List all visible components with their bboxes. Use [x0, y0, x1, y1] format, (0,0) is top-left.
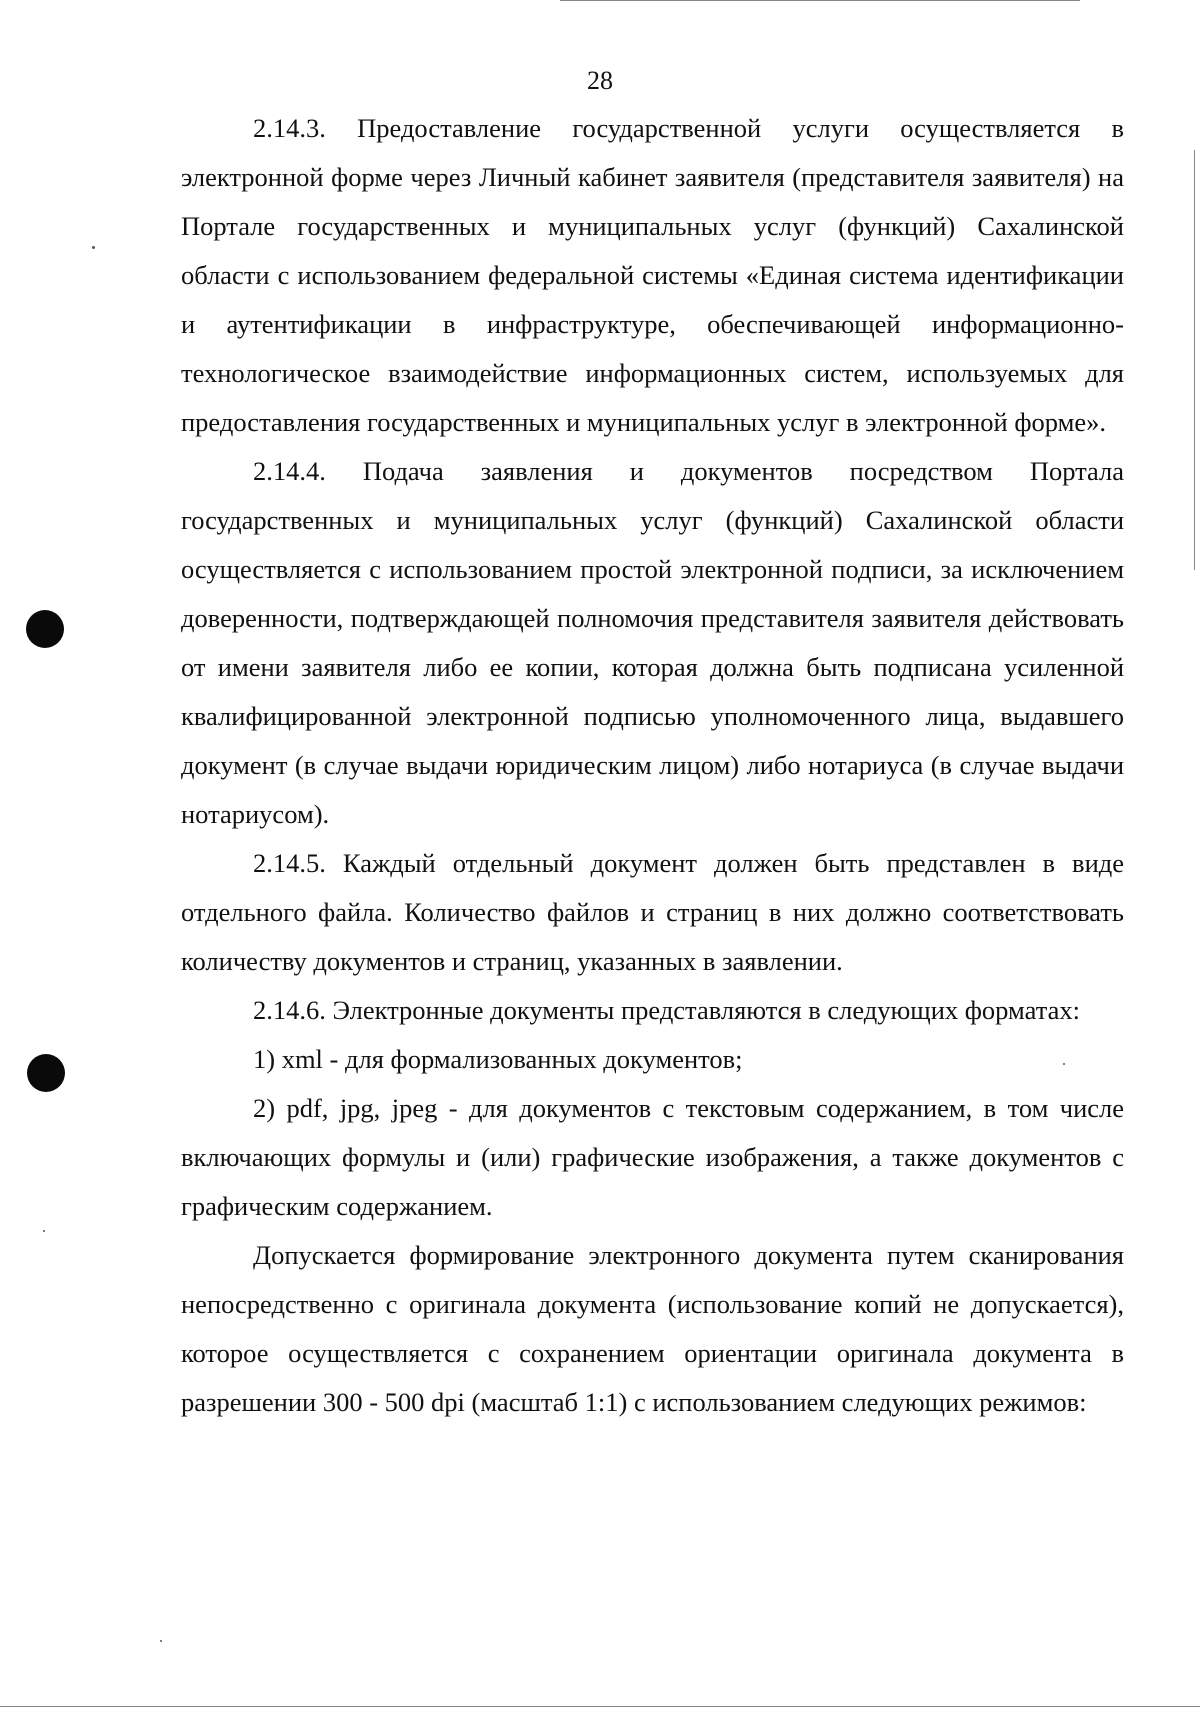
paragraph-2-14-4: 2.14.4. Подача заявления и документов посредством Портала государственных и муниципальных услуг (функций) Сахалинской области осуществляется с использованием простой электронной подписи, за исключением доверенности, подтверждающей полномочия представителя заявителя действовать от имени заявителя либо ее копии, которая должна быть подписана усиленной квалифицированной электронной подписью уполномоченного лица, выдавшего документ (в случае выдачи юридическим лицом) либо нотариуса (в случае выдачи нотариусом). [181, 456, 1124, 829]
scan-speck [43, 1230, 45, 1232]
paragraph-2-14-6: 2.14.6. Электронные документы представляются в следующих форматах: [253, 995, 1080, 1025]
list-item-pdf-jpg: 2) pdf, jpg, jpeg - для документов с текстовым содержанием, в том числе включающих формулы и (или) графические изображения, а также документов с графическим содержанием. [181, 1093, 1124, 1221]
list-item-xml: 1) xml - для формализованных документов; [253, 1044, 743, 1074]
paragraph-2-14-3: 2.14.3. Предоставление государственной услуги осуществляется в электронной форме через Личный кабинет заявителя (представителя заявителя) на Портале государственных и муниципальных услуг (функций) Сахалинской области с использованием федеральной системы «Единая система идентификации и аутентификации в инфраструктуре, обеспечивающей информационно-технологическое взаимодействие информационных систем, используемых для предоставления государственных и муниципальных услуг в электронной форме». [181, 113, 1124, 437]
paragraph-2-14-5: 2.14.5. Каждый отдельный документ должен быть представлен в виде отдельного файла. Количество файлов и страниц в них должно соответствовать количеству документов и страниц, указанных в заявлении. [181, 848, 1124, 976]
page-number: 28 [587, 66, 613, 95]
scan-speck [92, 246, 95, 249]
paragraph-scanning: Допускается формирование электронного документа путем сканирования непосредственно с оригинала документа (использование копий не допускается), которое осуществляется с сохранением ориентации оригинала документа в разрешении 300 - 500 dpi (масштаб 1:1) с использованием следующих режимов: [181, 1240, 1124, 1417]
punch-hole-lower [27, 1054, 65, 1092]
scan-speck [160, 1640, 162, 1642]
scan-edge-top [560, 0, 1080, 1]
document-body [181, 104, 1124, 1427]
scan-edge-bottom [0, 1706, 1200, 1707]
punch-hole-upper [26, 610, 64, 648]
scan-edge-right [1194, 150, 1195, 570]
